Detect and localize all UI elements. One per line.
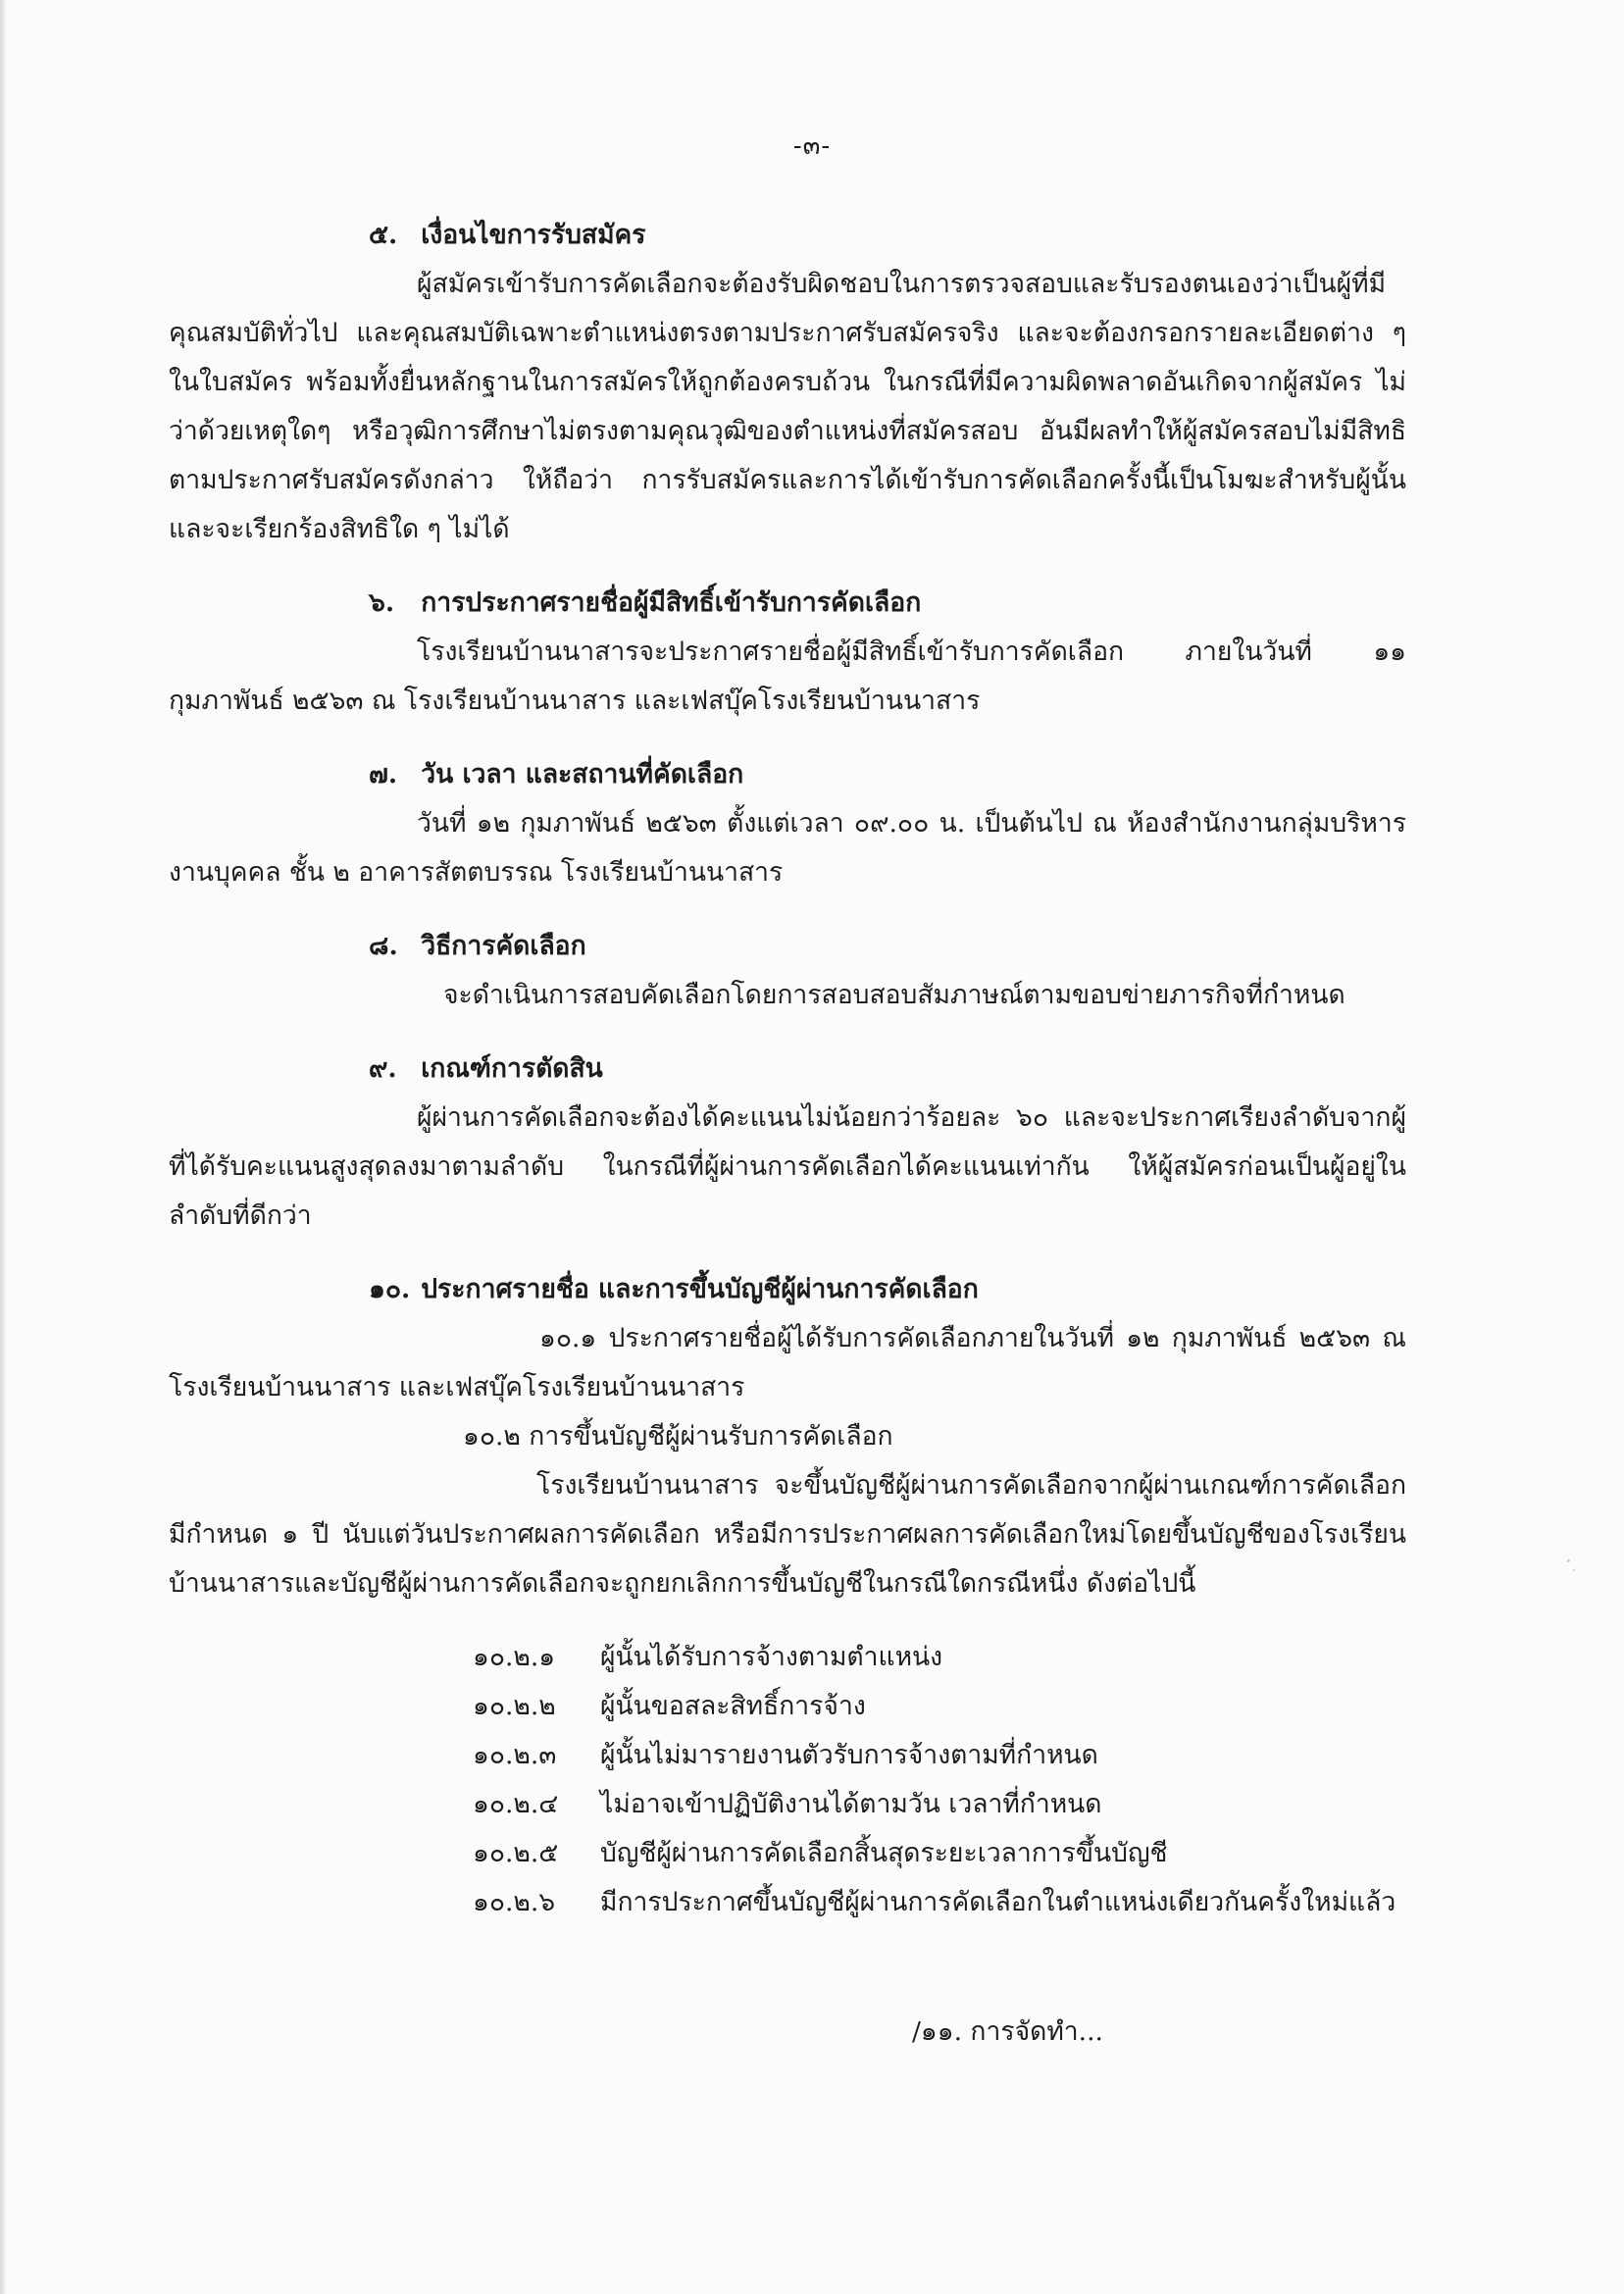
section-heading: [169, 1045, 1406, 1094]
section-number: ๖.: [369, 587, 395, 618]
section-title: เงื่อนไขการรับสมัคร: [421, 220, 646, 250]
section-title: ประกาศรายชื่อ และการขึ้นบัญชีผู้ผ่านการคัดเลือก: [421, 1274, 979, 1304]
subsection-10-2-title: ๑๐.๒ การขึ้นบัญชีผู้ผ่านรับการคัดเลือก: [463, 1421, 893, 1452]
list-item-text: มีการประกาศขึ้นบัญชีผู้ผ่านการคัดเลือกในตำแหน่งเดียวกันครั้งใหม่แล้ว: [600, 1887, 1396, 1917]
list-item-number: ๑๐.๒.๔: [473, 1789, 559, 1819]
list-item-text: บัญชีผู้ผ่านการคัดเลือกสิ้นสุดระยะเวลาการขึ้นบัญชี: [600, 1838, 1168, 1868]
list-item: [473, 1829, 1406, 1878]
section-title: วิธีการคัดเลือก: [421, 931, 586, 961]
section-10: [169, 1265, 1406, 1927]
document-body: [169, 211, 1406, 1927]
scan-edge: [0, 0, 6, 2294]
page-number: -๓-: [792, 131, 832, 161]
section-number: ๕.: [369, 220, 398, 250]
section-paragraph: ผู้สมัครเข้ารับการคัดเลือกจะต้องรับผิดชอบในการตรวจสอบและรับรองตนเองว่าเป็นผู้ที่มีคุณสมบัติทั่วไป และคุณสมบัติเฉพาะตำแหน่งตรงตามประกาศรับสมัครจริง และจะต้องกรอกรายละเอียดต่าง ๆ ในใบสมัคร พร้อมทั้งยื่นหลักฐานในการสมัครให้ถูกต้องครบถ้วน ในกรณีที่มีความผิดพลาดอันเกิดจากผู้สมัคร ไม่ว่าด้วยเหตุใดๆ หรือวุฒิการศึกษาไม่ตรงตามคุณวุฒิของตำแหน่งที่สมัครสอบ อันมีผลทำให้ผู้สมัครสอบไม่มีสิทธิตามประกาศรับสมัครดังกล่าว ให้ถือว่า การรับสมัครและการได้เข้ารับการคัดเลือกครั้งนี้เป็นโมฆะสำหรับผู้นั้น และจะเรียกร้องสิทธิใด ๆ ไม่ได้: [169, 269, 1406, 544]
section-8: [169, 922, 1406, 1020]
list-item-number: ๑๐.๒.๒: [473, 1691, 556, 1721]
section-number: ๘.: [369, 931, 398, 961]
section-title: วัน เวลา และสถานที่คัดเลือก: [421, 759, 744, 790]
scan-speck: [1573, 1569, 1575, 1571]
section-heading: [169, 1265, 1406, 1314]
list-item: [473, 1633, 1406, 1682]
section-paragraph: ผู้ผ่านการคัดเลือกจะต้องได้คะแนนไม่น้อยกว่าร้อยละ ๖๐ และจะประกาศเรียงลำดับจากผู้ที่ได้รับคะแนนสูงสุดลงมาตามลำดับ ในกรณีที่ผู้ผ่านการคัดเลือกได้คะแนนเท่ากัน ให้ผู้สมัครก่อนเป็นผู้อยู่ในลำดับที่ดีกว่า: [169, 1102, 1406, 1231]
section-heading: [169, 579, 1406, 628]
list-item: [473, 1780, 1406, 1829]
section-heading: [169, 211, 1406, 260]
section-5: [169, 211, 1406, 554]
list-item: [473, 1731, 1406, 1780]
section-9: [169, 1045, 1406, 1241]
list-item-text: ไม่อาจเข้าปฏิบัติงานได้ตามวัน เวลาที่กำหนด: [600, 1789, 1102, 1819]
section-number: ๑๐.: [369, 1274, 411, 1304]
section-6: [169, 579, 1406, 726]
section-paragraph: วันที่ ๑๒ กุมภาพันธ์ ๒๕๖๓ ตั้งแต่เวลา ๐๙.๐๐ น. เป็นต้นไป ณ ห้องสำนักงานกลุ่มบริหารงานบุคคล ชั้น ๒ อาคารสัตตบรรณ โรงเรียนบ้านนาสาร: [169, 808, 1406, 888]
section-paragraph: จะดำเนินการสอบคัดเลือกโดยการสอบสอบสัมภาษณ์ตามขอบข่ายภารกิจที่กำหนด: [443, 980, 1345, 1010]
list-item-text: ผู้นั้นขอสละสิทธิ์การจ้าง: [600, 1691, 866, 1721]
list-item: [473, 1682, 1406, 1731]
list-item: [473, 1878, 1406, 1927]
subsection-10-1: ๑๐.๑ ประกาศรายชื่อผู้ได้รับการคัดเลือกภายในวันที่ ๑๒ กุมภาพันธ์ ๒๕๖๓ ณ โรงเรียนบ้านนาสาร และเฟสบุ๊คโรงเรียนบ้านนาสาร: [169, 1323, 1406, 1402]
section-number: ๙.: [369, 1053, 397, 1084]
list-item-number: ๑๐.๒.๖: [473, 1887, 556, 1917]
list-item-number: ๑๐.๒.๑: [473, 1642, 556, 1672]
section-heading: [169, 750, 1406, 799]
section-heading: [169, 922, 1406, 971]
subsection-10-2-body: โรงเรียนบ้านนาสาร จะขึ้นบัญชีผู้ผ่านการคัดเลือกจากผู้ผ่านเกณฑ์การคัดเลือก มีกำหนด ๑ ปี นับแต่วันประกาศผลการคัดเลือก หรือมีการประกาศผลการคัดเลือกใหม่โดยขึ้นบัญชีของโรงเรียนบ้านนาสารและบัญชีผู้ผ่านการคัดเลือกจะถูกยกเลิกการขึ้นบัญชีในกรณีใดกรณีหนึ่ง ดังต่อไปนี้: [169, 1470, 1406, 1599]
section-paragraph: โรงเรียนบ้านนาสารจะประกาศรายชื่อผู้มีสิทธิ์เข้ารับการคัดเลือก ภายในวันที่ ๑๑ กุมภาพันธ์ ๒๕๖๓ ณ โรงเรียนบ้านนาสาร และเฟสบุ๊คโรงเรียนบ้านนาสาร: [169, 637, 1406, 716]
list-item-number: ๑๐.๒.๓: [473, 1740, 557, 1770]
list-item-number: ๑๐.๒.๕: [473, 1838, 559, 1868]
section-7: [169, 750, 1406, 897]
scan-speck: [1567, 1559, 1570, 1562]
section-title: การประกาศรายชื่อผู้มีสิทธิ์เข้ารับการคัดเลือก: [421, 587, 922, 618]
cancellation-conditions-list: [169, 1633, 1406, 1927]
section-title: เกณฑ์การตัดสิน: [421, 1053, 603, 1084]
section-number: ๗.: [369, 759, 398, 790]
list-item-text: ผู้นั้นไม่มารายงานตัวรับการจ้างตามที่กำหนด: [600, 1740, 1098, 1770]
list-item-text: ผู้นั้นได้รับการจ้างตามตำแหน่ง: [600, 1642, 943, 1672]
continued-on-next-page: /๑๑. การจัดทำ...: [912, 2016, 1103, 2047]
